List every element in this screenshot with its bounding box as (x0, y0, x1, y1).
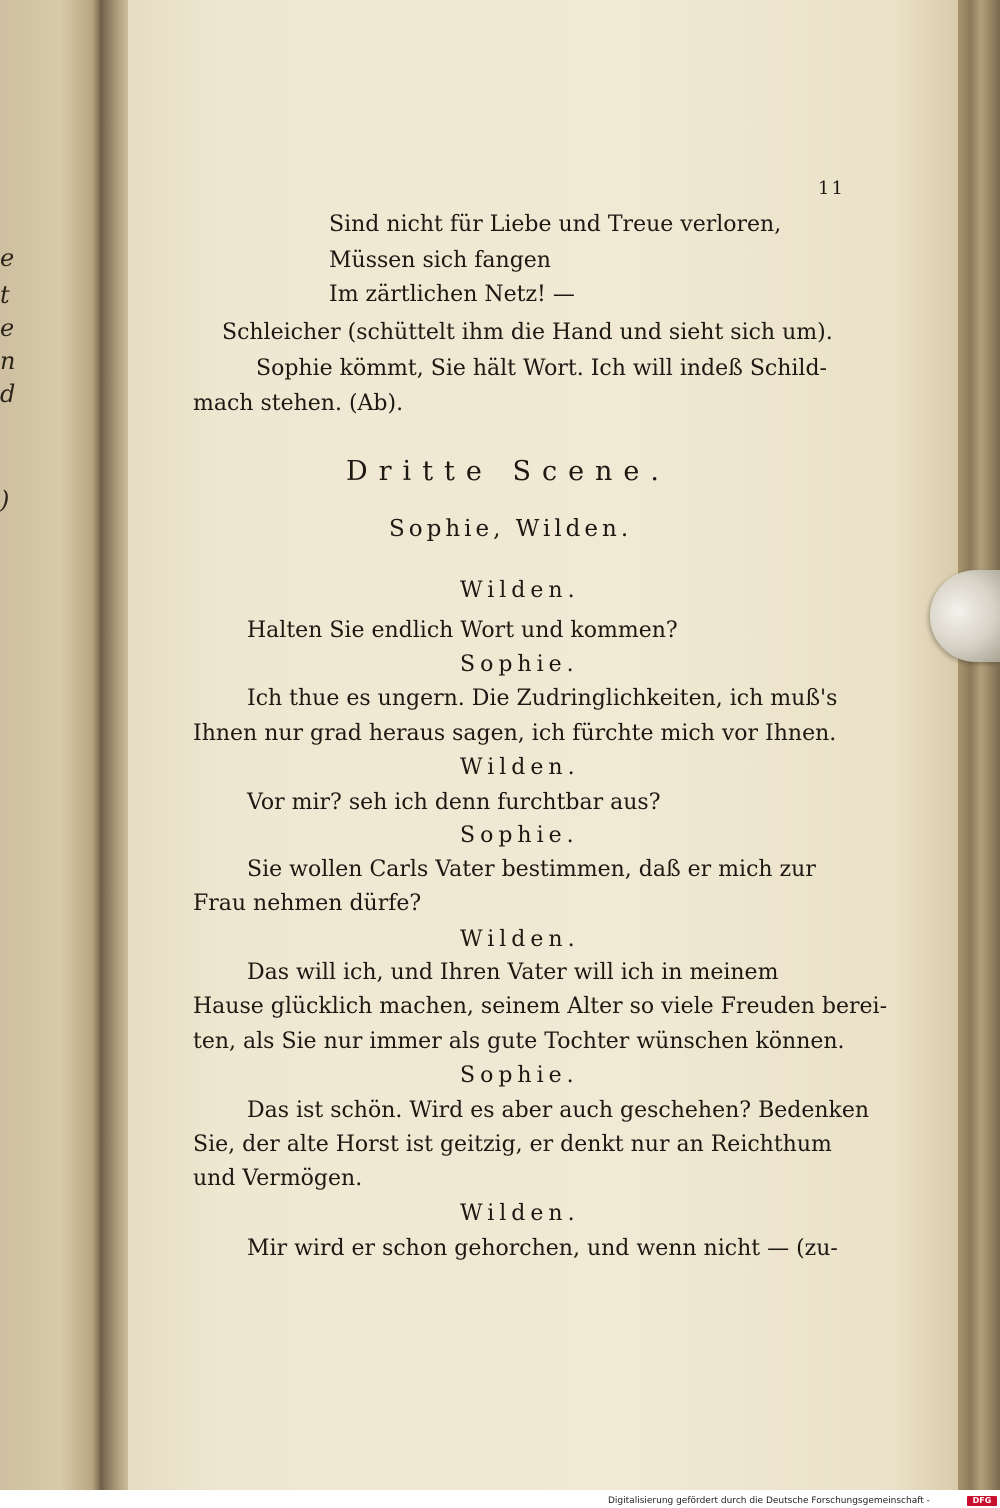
text-line: Sophie kömmt, Sie hält Wort. Ich will indeß Schild- (256, 356, 827, 381)
left-page-fragment: d (0, 380, 16, 408)
speaker-name: Wilden. (460, 578, 580, 603)
speaker-name: Wilden. (460, 1201, 580, 1226)
dialogue-line: Hause glücklich machen, seinem Alter so viele Freuden berei- (193, 994, 887, 1019)
left-page-fragment: e (0, 244, 15, 272)
left-page-fragment: t (0, 281, 10, 309)
stage-direction: Schleicher (schüttelt ihm die Hand und sieht sich um). (222, 320, 833, 345)
speaker-name: Sophie. (460, 1063, 579, 1088)
speaker-name: Wilden. (460, 755, 580, 780)
speaker-name: Sophie. (460, 823, 579, 848)
dialogue-line: Mir wird er schon gehorchen, und wenn nicht — (zu- (247, 1236, 838, 1261)
page-number: 11 (818, 178, 845, 199)
verse-line: Müssen sich fangen (329, 248, 551, 273)
book-gutter (100, 0, 128, 1490)
left-page-edge (0, 0, 100, 1490)
speaker-name: Wilden. (460, 927, 580, 952)
scene-persons: Sophie, Wilden. (389, 516, 633, 542)
footer-credit: Digitalisierung gefördert durch die Deutsche Forschungsgemeinschaft - (608, 1496, 930, 1506)
page-edges (958, 0, 1000, 1490)
left-page-fragment: n (0, 347, 16, 375)
dialogue-line: Ich thue es ungern. Die Zudringlichkeiten, ich muß's (247, 686, 838, 711)
dialogue-line: ten, als Sie nur immer als gute Tochter wünschen können. (193, 1029, 845, 1054)
verse-line: Im zärtlichen Netz! — (329, 282, 575, 307)
scene-heading: Dritte Scene. (346, 456, 670, 487)
dialogue-line: Das will ich, und Ihren Vater will ich in meinem (247, 960, 779, 985)
dialogue-line: Frau nehmen dürfe? (193, 891, 422, 916)
verse-line: Sind nicht für Liebe und Treue verloren, (329, 212, 782, 237)
left-page-fragment: ) (0, 486, 10, 514)
speaker-name: Sophie. (460, 652, 579, 677)
dialogue-line: Das ist schön. Wird es aber auch geschehen? Bedenken (247, 1098, 870, 1123)
left-page-fragment: e (0, 314, 15, 342)
dialogue-line: Sie, der alte Horst ist geitzig, er denkt nur an Reichthum (193, 1132, 832, 1157)
dialogue-line: Ihnen nur grad heraus sagen, ich fürchte mich vor Ihnen. (193, 721, 837, 746)
dialogue-line: Vor mir? seh ich denn furchtbar aus? (247, 790, 661, 815)
dialogue-line: und Vermögen. (193, 1166, 363, 1191)
dialogue-line: Halten Sie endlich Wort und kommen? (247, 618, 678, 643)
dialogue-line: Sie wollen Carls Vater bestimmen, daß er mich zur (247, 857, 816, 882)
dfg-logo-icon: DFG (967, 1496, 997, 1506)
text-line: mach stehen. (Ab). (193, 391, 404, 416)
